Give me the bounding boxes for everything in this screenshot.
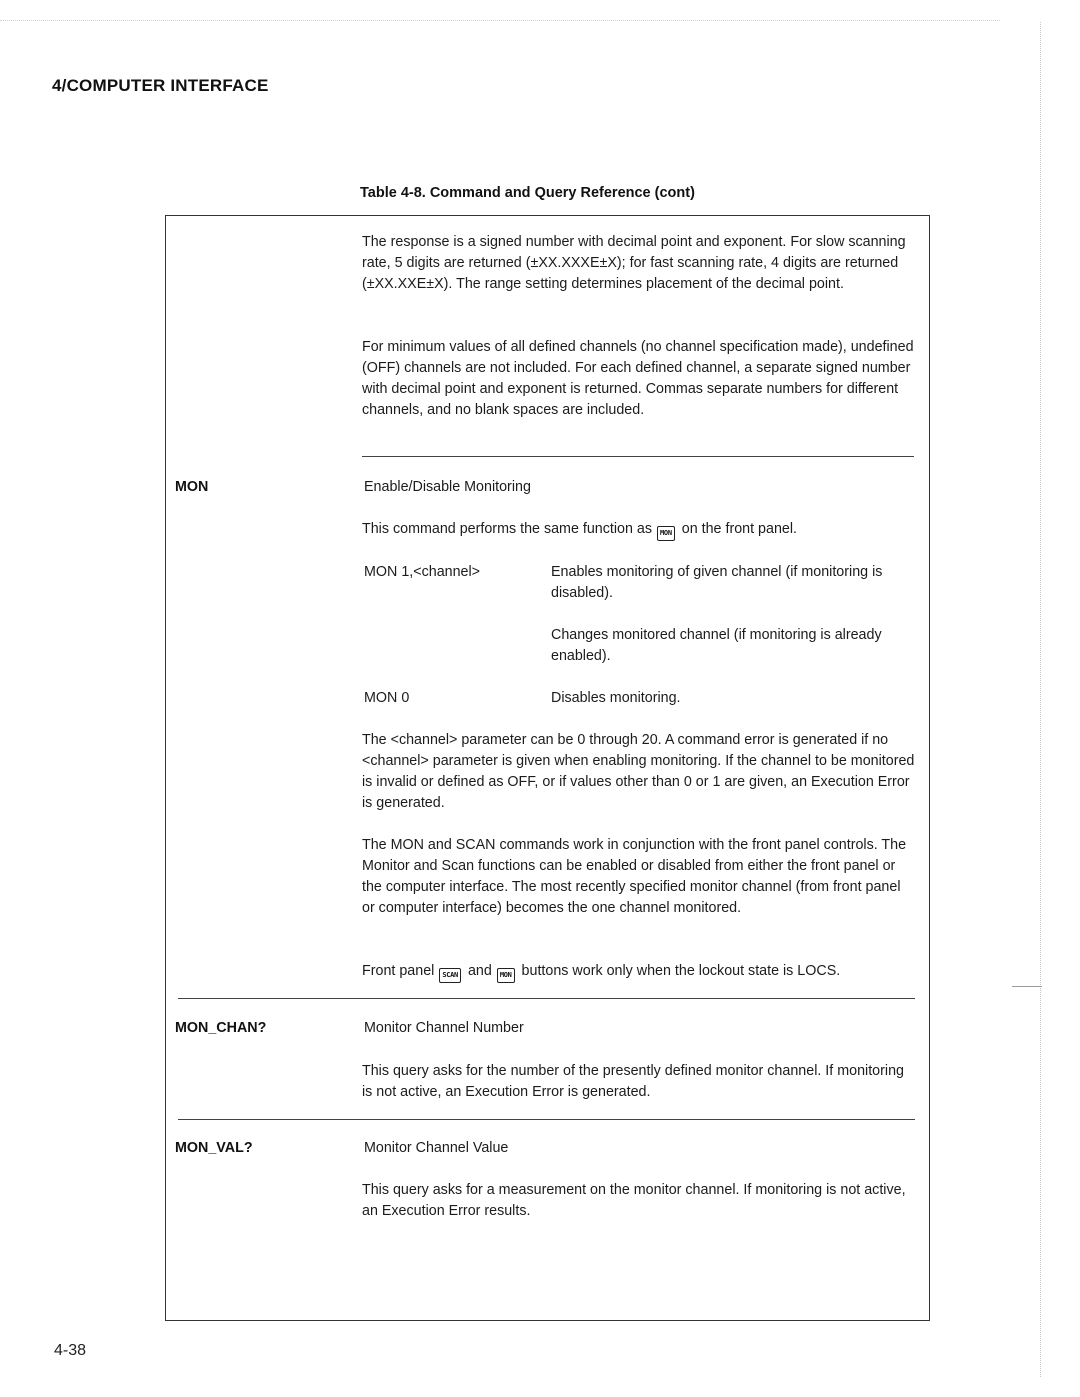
binding-edge-rule xyxy=(1040,22,1041,1377)
section-header: 4/COMPUTER INTERFACE xyxy=(52,76,269,95)
conjunction-paragraph: The MON and SCAN commands work in conjunction with the front panel controls. The Monitor and Scan functions can be enabled or disabled from either the front panel or the computer interface. The most recently specified monitor channel (from front panel or computer interface) becomes the one channel monitored. xyxy=(362,837,907,916)
intro-paragraph-response: The response is a signed number with decimal point and exponent. For slow scanning rate, 5 digits are returned (±XX.XXXE±X); for fast scanning rate, 4 digits are returned (±XX.XXE±X). The range setting determines placement of the decimal point. xyxy=(362,234,906,292)
front-panel-text-post: buttons work only when the lockout state is LOCS. xyxy=(521,963,841,979)
same-function-text-pre: This command performs the same function as xyxy=(362,521,653,537)
page-top-rule xyxy=(0,20,1000,21)
mon-chan-description: This query asks for the number of the presently defined monitor channel. If monitoring is not active, an Execution Error is generated. xyxy=(362,1063,904,1100)
table-caption: Table 4-8. Command and Query Reference (cont) xyxy=(360,185,695,201)
command-title-mon: Enable/Disable Monitoring xyxy=(364,479,531,495)
channel-parameter-paragraph: The <channel> parameter can be 0 through 20. A command error is generated if no <channel> parameter is given when enabling monitoring. If the channel to be monitored is invalid or defined as OFF, or if values other than 0 or 1 are given, an Execution Error is generated. xyxy=(362,732,915,811)
syntax-mon-1-description-change: Changes monitored channel (if monitoring is already enabled). xyxy=(551,627,882,664)
divider-mon-chan xyxy=(178,998,915,999)
mon-val-description: This query asks for a measurement on the monitor channel. If monitoring is not active, an Execution Error results. xyxy=(362,1182,906,1219)
syntax-mon-0-description: Disables monitoring. xyxy=(551,690,681,706)
command-title-mon-chan: Monitor Channel Number xyxy=(364,1020,524,1036)
same-function-sentence xyxy=(362,519,917,541)
syntax-mon-1-description-enable: Enables monitoring of given channel (if monitoring is disabled). xyxy=(551,564,883,601)
syntax-mon-1: MON 1,<channel> xyxy=(364,564,481,580)
scan-key-icon: SCAN xyxy=(439,968,461,983)
front-panel-text-and: and xyxy=(467,963,492,979)
divider-mon-val xyxy=(178,1119,915,1120)
syntax-mon-0: MON 0 xyxy=(364,690,410,706)
command-name-mon: MON xyxy=(175,479,209,495)
mon-key-icon-2: MON xyxy=(497,968,515,983)
front-panel-sentence xyxy=(362,961,917,983)
command-title-mon-val: Monitor Channel Value xyxy=(364,1140,509,1156)
same-function-text-post: on the front panel. xyxy=(681,521,798,537)
binding-edge-tick xyxy=(1012,986,1042,987)
intro-paragraph-minimum: For minimum values of all defined channels (no channel specification made), undefined (OFF) channels are not included. For each defined channel, a separate signed number with decimal point and exponent is returned. Commas separate numbers for different channels, and no blank spaces are included. xyxy=(362,339,914,418)
divider-mon xyxy=(362,456,914,457)
command-name-mon-chan: MON_CHAN? xyxy=(175,1020,267,1036)
command-name-mon-val: MON_VAL? xyxy=(175,1140,253,1156)
front-panel-text-pre: Front panel xyxy=(362,963,435,979)
page-number: 4-38 xyxy=(54,1342,87,1359)
mon-key-icon: MON xyxy=(657,526,675,541)
